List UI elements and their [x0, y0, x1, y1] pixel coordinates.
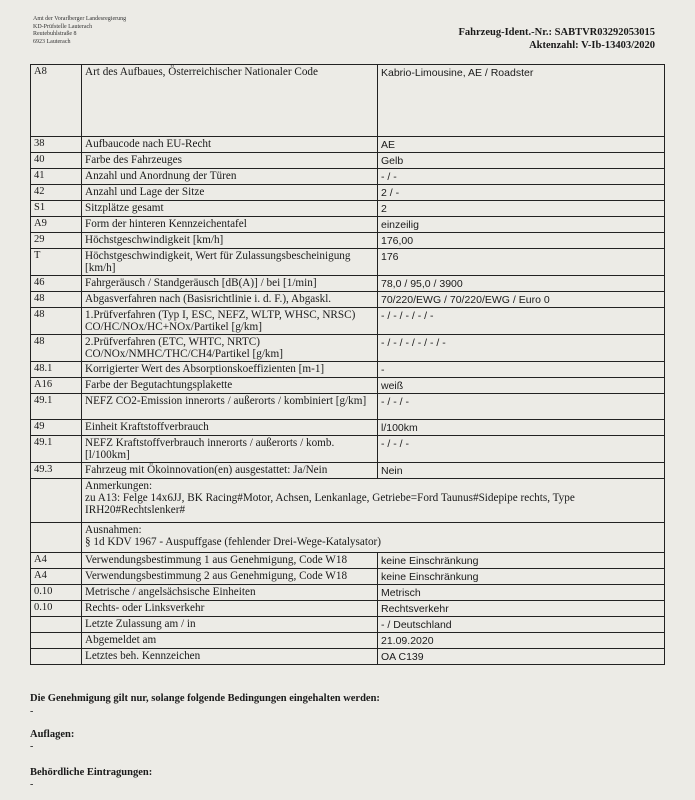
- table-row: [31, 201, 665, 217]
- table-row: [31, 633, 665, 649]
- row-value: - / - / -: [378, 394, 665, 420]
- row-code: 48: [31, 335, 82, 362]
- row-code: [31, 617, 82, 633]
- table-row: [31, 185, 665, 201]
- row-label: Einheit Kraftstoffverbrauch: [82, 420, 378, 436]
- row-value: 176: [378, 249, 665, 276]
- table-row: [31, 65, 665, 137]
- table-row: [31, 169, 665, 185]
- row-value: Kabrio-Limousine, AE / Roadster: [378, 65, 665, 137]
- table-row: [31, 308, 665, 335]
- row-label: Abgasverfahren nach (Basisrichtlinie i. d. F.), Abgaskl.: [82, 292, 378, 308]
- exceptions-text: § 1d KDV 1967 - Auspuffgase (fehlender Drei-Wege-Katalysator): [85, 536, 381, 548]
- table-row: [31, 276, 665, 292]
- row-label: Farbe der Begutachtungsplakette: [82, 378, 378, 394]
- table-row: [31, 463, 665, 479]
- exceptions-row: [31, 523, 665, 553]
- row-code: 49: [31, 420, 82, 436]
- table-row: [31, 649, 665, 665]
- row-value: - / - / - / - / -: [378, 308, 665, 335]
- sender-line: 6923 Lauterach: [33, 38, 71, 45]
- row-code: 48.1: [31, 362, 82, 378]
- row-value: - / - / - / - / - / -: [378, 335, 665, 362]
- row-value: 2 / -: [378, 185, 665, 201]
- row-code: 49.3: [31, 463, 82, 479]
- row-code: T: [31, 249, 82, 276]
- row-value: - / -: [378, 169, 665, 185]
- row-code: 29: [31, 233, 82, 249]
- row-value: keine Einschränkung: [378, 569, 665, 585]
- row-label: Höchstgeschwindigkeit [km/h]: [82, 233, 378, 249]
- row-value: Gelb: [378, 153, 665, 169]
- conditions-heading: Die Genehmigung gilt nur, solange folgende Bedingungen eingehalten werden:: [30, 693, 380, 704]
- row-code: A4: [31, 569, 82, 585]
- table-row: [31, 217, 665, 233]
- row-code: A8: [31, 65, 82, 137]
- notes-cell: [82, 479, 665, 523]
- row-code: 38: [31, 137, 82, 153]
- row-label: Abgemeldet am: [82, 633, 378, 649]
- row-value: Nein: [378, 463, 665, 479]
- table-row: [31, 335, 665, 362]
- row-code: 41: [31, 169, 82, 185]
- row-label: Aufbaucode nach EU-Recht: [82, 137, 378, 153]
- row-label: 2.Prüfverfahren (ETC, WHTC, NRTC) CO/NOx/NMHC/THC/CH4/Partikel [g/km]: [82, 335, 378, 362]
- row-label: 1.Prüfverfahren (Typ I, ESC, NEFZ, WLTP, WHSC, NRSC) CO/HC/NOx/HC+NOx/Partikel [g/km]: [82, 308, 378, 335]
- notes-text: zu A13: Felge 14x6JJ, BK Racing#Motor, Achsen, Lenkanlage, Getriebe=Ford Taunus#Sidepipe rechts, Type IRH20#Rechtslenker#: [85, 492, 575, 516]
- row-code: S1: [31, 201, 82, 217]
- row-value: 176,00: [378, 233, 665, 249]
- row-code: A16: [31, 378, 82, 394]
- exceptions-cell: [82, 523, 665, 553]
- table-row: [31, 137, 665, 153]
- ident-number: [459, 26, 656, 39]
- row-value: 70/220/EWG / 70/220/EWG / Euro 0: [378, 292, 665, 308]
- table-row: [31, 362, 665, 378]
- row-label: Rechts- oder Linksverkehr: [82, 601, 378, 617]
- row-value: -: [378, 362, 665, 378]
- row-label: Fahrgeräusch / Standgeräusch [dB(A)] / bei [1/min]: [82, 276, 378, 292]
- row-label: Farbe des Fahrzeuges: [82, 153, 378, 169]
- row-label: Letzte Zulassung am / in: [82, 617, 378, 633]
- row-value: weiß: [378, 378, 665, 394]
- row-code: A9: [31, 217, 82, 233]
- row-value: Rechtsverkehr: [378, 601, 665, 617]
- sender-line: Reutebuhlstraße 8: [33, 31, 77, 37]
- row-code: 0.10: [31, 601, 82, 617]
- row-code: 0.10: [31, 585, 82, 601]
- table-row: [31, 553, 665, 569]
- table-row: [31, 394, 665, 420]
- table-row: [31, 249, 665, 276]
- akt-label: Aktenzahl:: [529, 40, 579, 51]
- table-row: [31, 585, 665, 601]
- row-label: Form der hinteren Kennzeichentafel: [82, 217, 378, 233]
- document-header: [459, 26, 656, 52]
- row-value: - / Deutschland: [378, 617, 665, 633]
- table-row: [31, 617, 665, 633]
- row-label: Verwendungsbestimmung 1 aus Genehmigung, Code W18: [82, 553, 378, 569]
- row-code: 48: [31, 308, 82, 335]
- table-row: [31, 420, 665, 436]
- row-value: 2: [378, 201, 665, 217]
- row-value: 78,0 / 95,0 / 3900: [378, 276, 665, 292]
- row-code: A4: [31, 553, 82, 569]
- row-code: 48: [31, 292, 82, 308]
- row-code: 40: [31, 153, 82, 169]
- row-code: 42: [31, 185, 82, 201]
- requirements-heading: Auflagen:: [30, 729, 75, 740]
- conditions-dash: -: [30, 706, 34, 717]
- table-row: [31, 601, 665, 617]
- row-label: Sitzplätze gesamt: [82, 201, 378, 217]
- row-value: - / - / -: [378, 436, 665, 463]
- requirements-dash: -: [30, 741, 34, 752]
- sender-line: Amt der Vorarlberger Landesregierung: [33, 16, 127, 22]
- row-label: Art des Aufbaues, Österreichischer Nationaler Code: [82, 65, 378, 137]
- row-label: Höchstgeschwindigkeit, Wert für Zulassungsbescheinigung [km/h]: [82, 249, 378, 276]
- row-value: Metrisch: [378, 585, 665, 601]
- row-code: [31, 649, 82, 665]
- row-label: Fahrzeug mit Ökoinnovation(en) ausgestattet: Ja/Nein: [82, 463, 378, 479]
- row-value: einzeilig: [378, 217, 665, 233]
- row-code: 49.1: [31, 436, 82, 463]
- row-value: OA C139: [378, 649, 665, 665]
- table-row: [31, 233, 665, 249]
- table-row: [31, 436, 665, 463]
- table-row: [31, 378, 665, 394]
- row-label: Anzahl und Lage der Sitze: [82, 185, 378, 201]
- table-row: [31, 292, 665, 308]
- row-label: Anzahl und Anordnung der Türen: [82, 169, 378, 185]
- row-value: keine Einschränkung: [378, 553, 665, 569]
- row-label: NEFZ Kraftstoffverbrauch innerorts / außerorts / komb. [l/100km]: [82, 436, 378, 463]
- akt-value: V-Ib-13403/2020: [581, 40, 655, 51]
- vehicle-data-table: [30, 64, 665, 665]
- notes-title: Anmerkungen:: [85, 480, 153, 492]
- row-label: Verwendungsbestimmung 2 aus Genehmigung, Code W18: [82, 569, 378, 585]
- ident-label: Fahrzeug-Ident.-Nr.:: [458, 27, 553, 38]
- official-entries-dash: -: [30, 779, 34, 790]
- row-label: Letztes beh. Kennzeichen: [82, 649, 378, 665]
- exceptions-title: Ausnahmen:: [85, 524, 142, 536]
- notes-code-cell: [31, 479, 82, 523]
- exceptions-code-cell: [31, 523, 82, 553]
- notes-row: [31, 479, 665, 523]
- table-row: [31, 569, 665, 585]
- table-row: [31, 153, 665, 169]
- row-value: 21.09.2020: [378, 633, 665, 649]
- row-value: l/100km: [378, 420, 665, 436]
- ident-value: SABTVR03292053015: [554, 27, 655, 38]
- row-label: NEFZ CO2-Emission innerorts / außerorts / kombiniert [g/km]: [82, 394, 378, 420]
- row-value: AE: [378, 137, 665, 153]
- official-entries-heading: Behördliche Eintragungen:: [30, 767, 153, 778]
- row-code: 46: [31, 276, 82, 292]
- row-code: [31, 633, 82, 649]
- file-number: [459, 39, 656, 52]
- sender-line: KD-Prüfstelle Lauterach: [33, 23, 93, 30]
- row-label: Metrische / angelsächsische Einheiten: [82, 585, 378, 601]
- sender-address: [33, 16, 126, 46]
- row-code: 49.1: [31, 394, 82, 420]
- row-label: Korrigierter Wert des Absorptionskoeffizienten [m-1]: [82, 362, 378, 378]
